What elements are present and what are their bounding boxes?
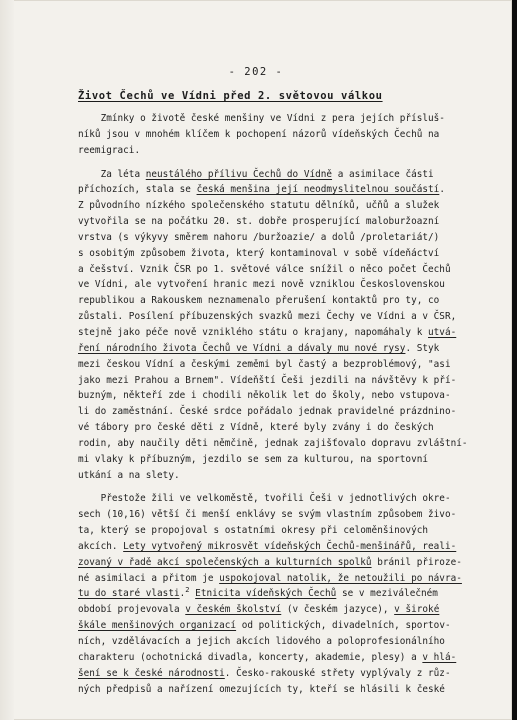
text-line bbox=[78, 293, 470, 309]
text-line bbox=[78, 555, 470, 571]
text-segment: li do zaměstnání. České srdce pořádalo jednak pravidelné prázdnino- bbox=[78, 406, 457, 418]
text-line bbox=[78, 468, 470, 484]
text-segment: charakteru (ochotnická divadla, koncerty, akademie, plesy) a bbox=[78, 651, 423, 663]
text-segment: akcích. bbox=[78, 540, 124, 552]
text-segment: mezi českou Vídní a českými zeměmi byl častý a bezproblémový, "asi bbox=[78, 358, 451, 370]
text-segment: níků jsou v mnohém klíčem k pochopení názorů vídeňských Čechů na bbox=[78, 128, 440, 140]
text-segment: období projevovala bbox=[78, 604, 186, 616]
text-line bbox=[78, 143, 470, 159]
text-segment: (v českém jazyce), bbox=[281, 604, 395, 616]
underlined-text: tu do staré vlasti bbox=[78, 588, 180, 600]
text-segment: jako mezi Prahou a Brnem". Vídeňští Češi jezdili na návštěvy k pří- bbox=[78, 374, 457, 386]
body-text bbox=[78, 111, 470, 697]
text-segment: od politických, divadelních, sportov- bbox=[236, 620, 451, 632]
text-line bbox=[78, 325, 470, 341]
text-segment: vytvořila se na počátku 20. st. dobře prosperující maloburžoazní bbox=[78, 216, 440, 228]
text-line bbox=[78, 262, 470, 278]
text-line bbox=[78, 436, 470, 452]
footnote-marker: 2 bbox=[185, 586, 190, 595]
text-segment: ve Vídni, ale vytvoření hranic mezi nově vzniklou Československou bbox=[78, 279, 445, 291]
text-line bbox=[78, 571, 470, 587]
text-line bbox=[78, 198, 470, 214]
text-line bbox=[78, 523, 470, 539]
page-number: - 202 - bbox=[228, 66, 284, 78]
underlined-text: česká menšina její neodmyslitelnou součástí bbox=[196, 184, 440, 196]
text-segment: příchozích, stala se bbox=[78, 184, 197, 196]
underlined-text: Etnicita vídeňských Čechů bbox=[195, 588, 337, 600]
text-segment: s osobitým způsobem života, který kontaminoval v sobě vídeňáctví bbox=[78, 247, 440, 259]
underlined-text: ření národního života Čechů ve Vídni a dávaly mu nové rysy bbox=[78, 342, 406, 354]
text-segment: a češství. Vznik ČSR po 1. světové válce snížil o něco počet Čechů bbox=[78, 263, 451, 275]
text-line bbox=[78, 539, 470, 555]
text-segment: . Česko-rakouské střety vyplývaly z růz- bbox=[224, 667, 451, 679]
underlined-text: v široké bbox=[394, 604, 440, 616]
underlined-text: v českém školství bbox=[185, 604, 282, 616]
text-segment: se v meziválečném bbox=[336, 588, 438, 600]
text-segment: ných předpisů a nařízení omezujících ty, kteří se hlásili k české bbox=[78, 683, 445, 695]
paragraph bbox=[78, 167, 470, 484]
text-line bbox=[78, 214, 470, 230]
text-line bbox=[78, 167, 470, 183]
text-line bbox=[78, 182, 470, 198]
text-segment: reemigraci. bbox=[78, 144, 141, 156]
text-segment: rodin, aby naučily děti němčině, jednak zajišťovalo dopravu zvláštní- bbox=[78, 437, 468, 449]
underlined-text: Lety vytvořený mikrosvět vídeňských Čechů-menšinářů, reali- bbox=[123, 540, 457, 552]
paragraph bbox=[78, 111, 470, 159]
text-segment: utkání a na slety. bbox=[78, 469, 180, 481]
text-line bbox=[78, 602, 470, 618]
text-segment: republikou a Rakouskem neznamenalo přerušení kontaktů pro ty, co bbox=[78, 295, 440, 307]
text-segment: Za léta bbox=[78, 168, 146, 180]
page-left-margin bbox=[0, 0, 14, 720]
text-segment: buzným, někteří zde i chodili několik let do školy, nebo vstupova- bbox=[78, 390, 451, 402]
text-segment: vé tábory pro české děti z Vídně, které byly zvány i do českých bbox=[78, 422, 434, 434]
text-line bbox=[78, 111, 470, 127]
text-segment: né asimilaci a přitom je bbox=[78, 572, 220, 584]
text-segment: mi vlaky k příbuzným, jezdilo se sem za kulturou, na sportovní bbox=[78, 453, 429, 465]
underlined-text: uspokojoval natolik, že netoužili po návra- bbox=[219, 572, 462, 584]
text-line bbox=[78, 341, 470, 357]
text-segment: zůstali. Posílení příbuzenských svazků mezi Čechy ve Vídni a v ČSR, bbox=[78, 311, 457, 323]
text-segment: ních, vzdělávacích a jejich akcích lidového a poloprofesionálního bbox=[78, 636, 445, 647]
section-heading: Život Čechů ve Vídni před 2. světovou válkou bbox=[78, 90, 383, 102]
underlined-text: v hlá- bbox=[422, 651, 457, 663]
text-line bbox=[78, 246, 470, 262]
text-segment: a asimilace části bbox=[332, 168, 434, 180]
text-line bbox=[78, 357, 470, 373]
text-segment: ta, který se propojoval s ostatními okresy při celoměnšinových bbox=[78, 525, 429, 537]
text-line bbox=[78, 666, 470, 682]
text-line bbox=[78, 127, 470, 143]
text-segment: sech (10,16) větší či menší enklávy se svým vlastním způsobem živo- bbox=[78, 509, 457, 521]
underlined-text: zovaný v řadě akcí společenských a kulturních spolků bbox=[78, 556, 372, 568]
underlined-text: utvá- bbox=[428, 326, 457, 338]
text-line bbox=[78, 388, 470, 404]
text-line bbox=[78, 309, 470, 325]
text-line bbox=[78, 277, 470, 293]
text-segment: . bbox=[439, 184, 445, 196]
text-line bbox=[78, 491, 470, 507]
underlined-text: neustálého přílivu Čechů do Vídně bbox=[145, 168, 333, 180]
text-segment: vrstva (s výkyvy směrem nahoru /buržoazie/ a dolů /proletariát/) bbox=[78, 231, 440, 243]
paragraph bbox=[78, 491, 470, 697]
underlined-text: škále menšinových organizací bbox=[78, 620, 237, 632]
text-segment: stejně jako péče nově vzniklého státu o krajany, napomáhaly k bbox=[78, 326, 429, 338]
text-segment: . bbox=[179, 588, 186, 600]
text-line bbox=[78, 618, 470, 634]
scan-border bbox=[512, 0, 517, 720]
text-line bbox=[78, 373, 470, 389]
paragraph-gap bbox=[78, 483, 470, 491]
text-segment: Zmínky o životě české menšiny ve Vídni z pera jejích přísluš- bbox=[78, 113, 445, 124]
text-segment: bránil přiroze- bbox=[371, 556, 462, 568]
text-line bbox=[78, 507, 470, 523]
text-line bbox=[78, 420, 470, 436]
underlined-text: šení se k české národnosti bbox=[78, 667, 225, 679]
text-line bbox=[78, 404, 470, 420]
paragraph-gap bbox=[78, 159, 470, 167]
text-segment: Z původního nízkého společenského statutu dělníků, učňů a služek bbox=[78, 200, 440, 212]
text-line bbox=[78, 634, 470, 650]
text-segment: Přestože žili ve velkoměstě, tvořili Češi v jednotlivých okre- bbox=[78, 493, 451, 505]
text-line bbox=[78, 682, 470, 698]
text-line bbox=[78, 230, 470, 246]
text-line bbox=[78, 452, 470, 468]
text-line bbox=[78, 650, 470, 666]
text-segment: . Styk bbox=[405, 342, 440, 354]
text-line bbox=[78, 586, 470, 602]
